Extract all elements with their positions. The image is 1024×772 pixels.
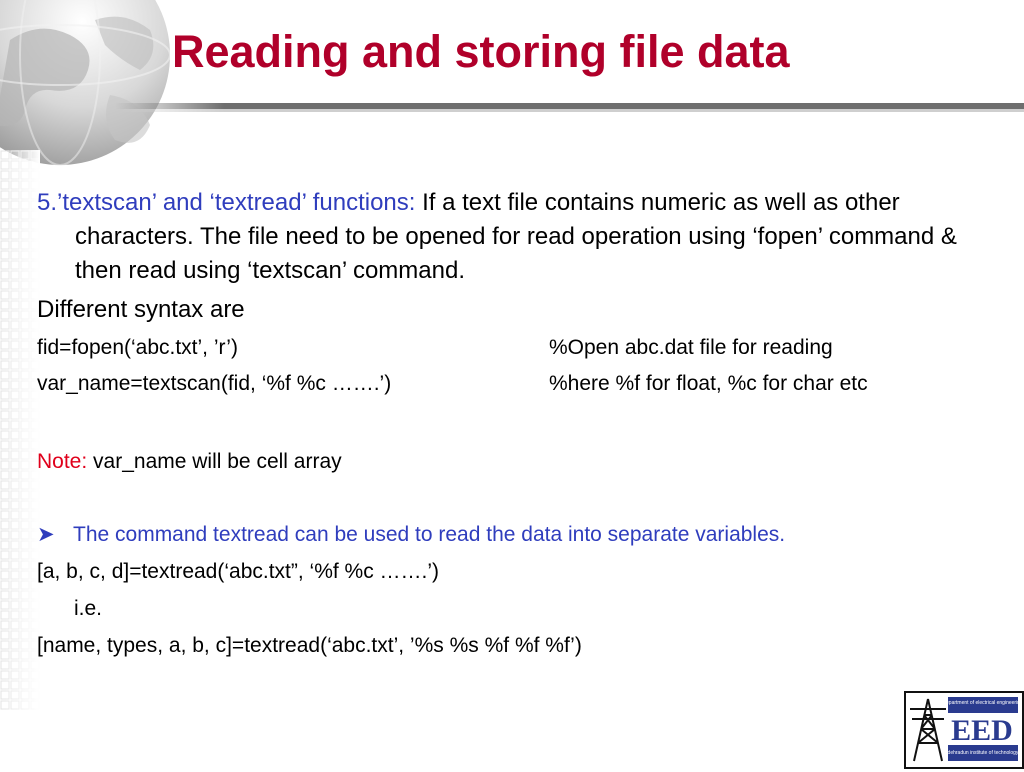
note-label: Note: [37,450,88,473]
note-line [37,450,342,474]
code-row [37,331,997,367]
functions-description: If a text file contains numeric as well as other characters. The file need to be opened for read operation using ‘fopen’ command & then read using ‘textscan’ command. [75,189,957,284]
decorative-grid [0,150,40,710]
different-syntax-label: Different syntax are [37,296,245,323]
tower-icon [906,693,1022,767]
code-comment: %here %f for float, %c for char etc [549,372,868,395]
department-logo [904,691,1024,769]
bullet-text: The command textread can be used to read the data into separate variables. [73,523,786,546]
code-text: fid=fopen(‘abc.txt’, ’r’) [37,336,238,359]
ie-text: i.e. [74,597,103,620]
bullet-item [37,522,785,547]
logo-initials: EED [951,714,1013,747]
note-text: var_name will be cell array [87,450,342,473]
functions-paragraph [37,186,997,288]
example-code-line: [name, types, a, b, c]=textread(‘abc.txt’, ’%s %s %f %f %f’) [37,634,582,657]
code-comment: %Open abc.dat file for reading [549,336,833,359]
arrow-bullet-icon: ➤ [37,523,55,546]
slide-title: Reading and storing file data [172,26,790,77]
title-divider-shadow [115,109,1024,112]
logo-top-text: department of electrical engineering [943,700,1022,706]
logo-bottom-text: dehradun institute of technology [947,750,1019,756]
functions-heading: 5.’textscan’ and ‘textread’ functions: [37,189,416,216]
textread-code-line: [a, b, c, d]=textread(‘abc.txt”, ‘%f %c …….’) [37,560,440,583]
slide-body [37,186,997,403]
code-text: var_name=textscan(fid, ‘%f %c …….’) [37,372,392,395]
globe-graphic [0,0,170,175]
code-row [37,367,997,403]
